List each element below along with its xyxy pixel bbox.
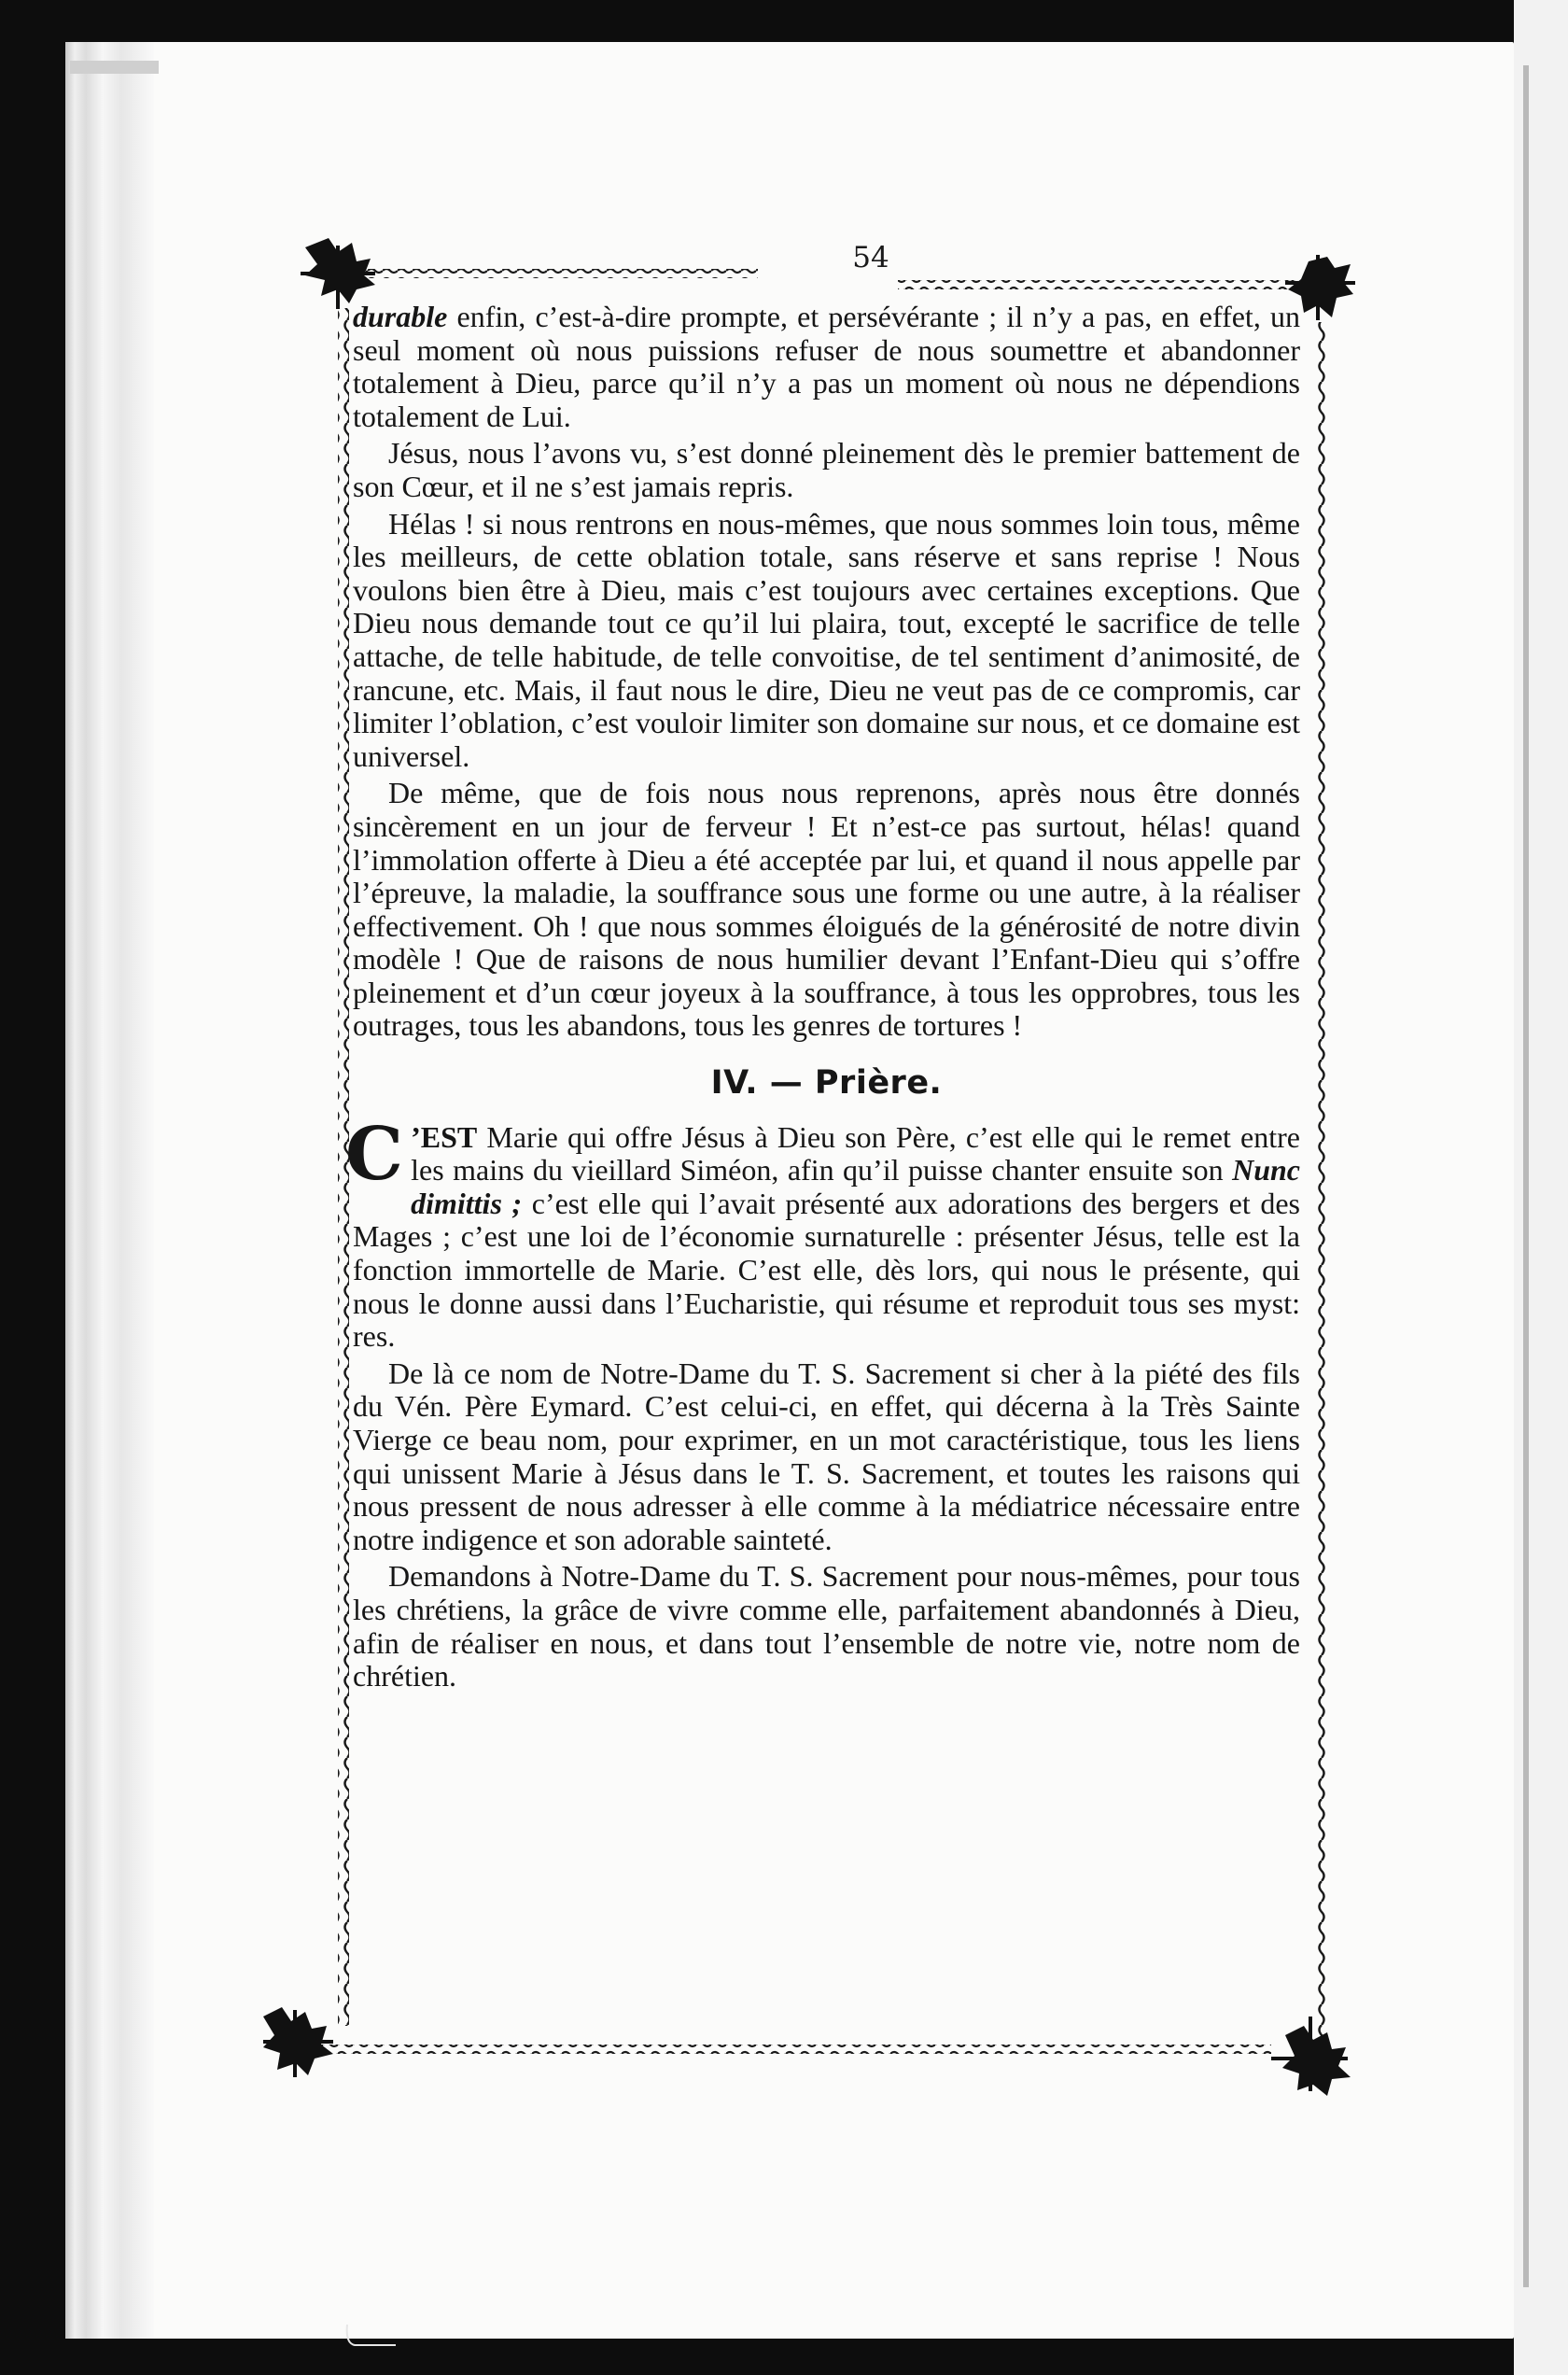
paragraph: Demandons à Notre-Dame du T. S. Sacrement pour nous-mêmes, pour tous les chrétiens, la grâce de vivre comme elle, parfaitement abandonnés à Dieu, afin de réaliser en nous, et dans tout l’ensemble de notre vie, notre nom de chrétien. (353, 1559, 1300, 1693)
paragraph: De même, que de fois nous nous reprenons, après nous être donnés sincèrement en un jour de ferveur ! Et n’est-ce pas surtout, hélas! quand l’immolation offerte à Dieu a été acceptée par lui, et quand il nous appelle par l’épreuve, la maladie, la souffrance sous une forme ou une autre, à la réaliser effectivement. Oh ! que nous sommes éloigués de la générosité de notre divin modèle ! Que de raisons de nous humilier devant l’Enfant-Dieu qui s’offre pleinement et d’un cœur joyeux à la souffrance, à tous les opprobres, tous les outrages, tous les abandons, tous les genres de tortures ! (353, 776, 1300, 1043)
prayer-smallcaps: ’EST (411, 1119, 478, 1154)
paragraph-text: enfin, c’est-à-dire prompte, et persévérante ; il n’y a pas, en effet, un seul moment où nous puissions refuser de nous soumettre et abandonner totalement à Dieu, parce qu’il n’y a pas un moment où nous ne dépendions totalement de Lui. (353, 300, 1300, 433)
top-border-right (898, 280, 1299, 289)
paragraph-continuation (353, 301, 1300, 433)
section-heading: IV. — Prière. (710, 1064, 943, 1103)
paragraph: Hélas ! si nous rentrons en nous-mêmes, que nous sommes loin tous, même les meilleurs, de cette oblation totale, sans réserve et sans reprise ! Nous voulons bien être à Dieu, mais c’est toujours avec certaines exceptions. Que Dieu nous demande tout ce qu’il lui plaira, tout, excepté le sacrifice de telle attache, de telle habitude, de telle convoitise, de tel sentiment d’animosité, de rancune, etc. Mais, il faut nous le dire, Dieu ne veut pas de ce compromis, car limiter l’oblation, c’est vouloir limiter son domaine sur nous, et ce domaine est universel. (353, 506, 1300, 773)
corner-ornament-top-left (301, 238, 375, 309)
prayer-paragraph (345, 1111, 1300, 1354)
scan-edge-rule (1523, 65, 1529, 2287)
prayer-italic: Nunc dimittis ; (411, 1153, 1300, 1220)
corner-ornament-bottom-left (263, 2007, 333, 2077)
prayer-text-a: Marie qui offre Jésus à Dieu son Père, c’est elle qui le remet entre les mains du vieillard Siméon, afin qu’il puisse chanter ensuite son (411, 1119, 1300, 1188)
page-stack-edge (65, 42, 154, 2339)
scan-right-margin (1514, 0, 1568, 2375)
paragraph-lead-word: durable (353, 300, 448, 333)
paragraph: Jésus, nous l’avons vu, s’est donné pleinement dès le premier battement de son Cœur, et il ne s’est jamais repris. (353, 436, 1300, 503)
page-text (345, 300, 1300, 1697)
top-border-left (366, 269, 758, 278)
page-number: 54 (852, 241, 889, 274)
corner-ornament-bottom-right (1271, 2017, 1351, 2096)
right-border (1316, 322, 1327, 2040)
binding-mark (343, 2323, 399, 2351)
prayer-text-b: c’est elle qui l’avait présenté aux adorations des bergers et des Mages ; c’est une loi de l’économie surnaturelle : présenter Jésus, telle est la fonction immortelle de Marie. C’est elle, dès lors, qui nous le présente, qui nous le donne aussi dans l’Eucharistie, qui résume et reproduit tous ses myst: res. (353, 1186, 1300, 1354)
drop-cap: C (345, 1111, 404, 1197)
paragraph: De là ce nom de Notre-Dame du T. S. Sacrement si cher à la piété des fils du Vén. Père Eymard. C’est celui-ci, en effet, qui décerna à la Très Sainte Vierge ce beau nom, pour exprimer, en un mot caractéristique, tous les liens qui unissent Marie à Jésus dans le T. S. Sacrement, et toutes les raisons qui nous pressent de nous adresser à elle comme à la médiatrice nécessaire entre notre indigence et son adorable sainteté. (353, 1356, 1300, 1556)
bottom-border (319, 2045, 1271, 2054)
page-edge-tab (70, 61, 159, 74)
